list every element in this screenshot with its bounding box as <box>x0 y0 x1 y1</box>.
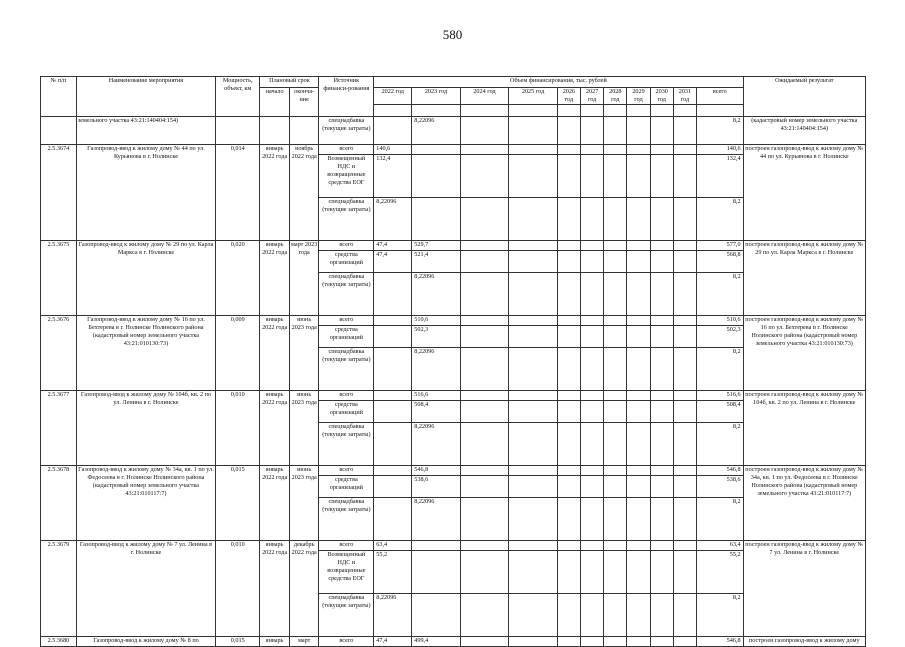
header-start: начало <box>260 88 290 117</box>
project-start: январь 2022 года <box>260 240 290 315</box>
funding-source: спецнадбавка (текущие затраты) <box>319 116 374 144</box>
project-capacity: 0,020 <box>216 240 260 315</box>
expected-result: построен газопровод-ввод к жилому дому № 104б, кв. 2 по ул. Ленина в г. Нолинске <box>743 390 865 465</box>
value-total: 55,2 <box>697 550 744 593</box>
project-name: Газопровод-ввод к жилому дому № 29 по ул. Карла Маркса в г. Нолинске <box>76 240 215 315</box>
project-start: январь 2022 года <box>260 390 290 465</box>
value-2023: 508,4 <box>412 400 461 422</box>
funding-source: Возмещенный НДС и возвращенные средства ЕОГ <box>319 550 374 593</box>
value-2022: 55,2 <box>374 550 412 593</box>
value-total: 538,6 <box>697 475 744 497</box>
funding-source: всего <box>319 315 374 325</box>
table-row <box>41 144 866 154</box>
project-name: земельного участка 43:21:140404:154) <box>76 116 215 144</box>
project-capacity: 0,014 <box>216 144 260 240</box>
funding-source: всего <box>319 240 374 250</box>
header-year: 2023 год <box>412 88 461 105</box>
project-number: 2.5.3679 <box>41 540 77 636</box>
value-total: 568,8 <box>697 250 744 272</box>
table-row <box>41 116 866 144</box>
funding-source: всего <box>319 144 374 154</box>
value-2023: 521,4 <box>412 250 461 272</box>
value-2022 <box>374 497 412 540</box>
funding-source: всего <box>319 636 374 646</box>
header-year: 2025 год <box>509 88 558 105</box>
expected-result: построен газопровод-ввод к жилому дому № 16 по ул. Бехтерева в г. Нолинске Нолинского района (кадастровый номер земельного участка 43:21:010130:73) <box>743 315 865 390</box>
header-funding: Объем финансирования, тыс. рублей <box>374 77 743 88</box>
value-2022: 8,22096 <box>374 197 412 240</box>
funding-source: средства организаций <box>319 250 374 272</box>
project-number: 2.5.3675 <box>41 240 77 315</box>
project-start: январь 2022 года <box>260 540 290 636</box>
header-year: 2027 год <box>581 88 604 105</box>
funding-source: спецнадбавка (текущие затраты) <box>319 197 374 240</box>
value-2022 <box>374 400 412 422</box>
header-capacity: Мощность, объект, км <box>216 77 260 117</box>
table-body <box>41 116 866 646</box>
funding-source: Возмещенный НДС и возвращенные средства ЕОГ <box>319 154 374 197</box>
funding-source: средства организаций <box>319 475 374 497</box>
header-name: Наименование мероприятия <box>76 77 215 117</box>
value-2022: 47,4 <box>374 250 412 272</box>
funding-source: всего <box>319 540 374 550</box>
project-number: 2.5.3677 <box>41 390 77 465</box>
project-name: Газопровод-ввод к жилому дому № 34а, кв. 1 по ул. Федосеева в г. Нолинске Нолинского района (кадастровый номер земельного участка 43:21:010117:7) <box>76 465 215 540</box>
project-capacity: 0,010 <box>216 390 260 465</box>
value-2023: 8,22096 <box>412 422 461 465</box>
value-2022 <box>374 315 412 325</box>
project-end: ноябрь 2022 года <box>289 144 319 240</box>
value-2023 <box>412 144 461 154</box>
value-2022 <box>374 347 412 390</box>
header-year: 2022 год <box>374 88 412 105</box>
header-end: оконча-ние <box>289 88 319 117</box>
value-2023: 499,4 <box>412 636 461 646</box>
value-2023: 8,22096 <box>412 347 461 390</box>
value-total: 8,2 <box>697 593 744 636</box>
value-2023: 538,6 <box>412 475 461 497</box>
expected-result: построен газопровод-ввод к жилому дому <box>743 636 865 646</box>
project-name: Газопровод-ввод к жилому дому № 44 по ул. Курьянова в г. Нолинске <box>76 144 215 240</box>
funding-source: всего <box>319 465 374 475</box>
header-year: 2026 год <box>557 88 580 105</box>
header-year: 2031 год <box>673 88 696 105</box>
value-2022 <box>374 422 412 465</box>
value-2023: 529,7 <box>412 240 461 250</box>
value-2022 <box>374 475 412 497</box>
project-number: 2.5.3676 <box>41 315 77 390</box>
expected-result: построен газопровод-ввод к жилому дому № 34а, кв. 1 по ул. Федосеева в г. Нолинске Нолинского района (кадастровый номер земельного участка 43:21:010117:7) <box>743 465 865 540</box>
value-2022 <box>374 465 412 475</box>
table-row <box>41 240 866 250</box>
header-num: № п/п <box>41 77 77 117</box>
expected-result: построен газопровод-ввод к жилому дому № 7 ул. Ленина в г. Нолинске <box>743 540 865 636</box>
project-end: декабрь 2022 года <box>289 540 319 636</box>
value-total: 546,8 <box>697 636 744 646</box>
project-name: Газопровод-ввод к жилому дому № 8 по <box>76 636 215 646</box>
value-total: 546,8 <box>697 465 744 475</box>
project-capacity: 0,015 <box>216 465 260 540</box>
value-2022: 8,22096 <box>374 593 412 636</box>
project-capacity: 0,009 <box>216 315 260 390</box>
value-2022 <box>374 272 412 315</box>
value-2023: 8,22096 <box>412 497 461 540</box>
value-2022: 47,4 <box>374 636 412 646</box>
header-result: Ожидаемый результат <box>743 77 865 117</box>
header-schedule: Плановый срок <box>260 77 319 88</box>
value-total: 508,4 <box>697 400 744 422</box>
value-total: 63,4 <box>697 540 744 550</box>
project-start: январь 2022 года <box>260 315 290 390</box>
table-row <box>41 465 866 475</box>
value-total: 8,2 <box>697 272 744 315</box>
funding-source: средства организаций <box>319 325 374 347</box>
header-year: 2024 год <box>460 88 509 105</box>
value-2022 <box>374 325 412 347</box>
value-total: 8,2 <box>697 497 744 540</box>
value-2023: 546,8 <box>412 465 461 475</box>
value-total: 8,2 <box>697 116 744 144</box>
value-2023 <box>412 154 461 197</box>
value-total: 516,6 <box>697 390 744 400</box>
funding-source: спецнадбавка (текущие затраты) <box>319 272 374 315</box>
project-number: 2.5.3678 <box>41 465 77 540</box>
project-start: январь <box>260 636 290 646</box>
value-2023: 8,22096 <box>412 272 461 315</box>
project-name: Газопровод-ввод к жилому дому № 104б, кв. 2 по ул. Ленина в г. Нолинске <box>76 390 215 465</box>
header-year: 2028 год <box>604 88 627 105</box>
table-row <box>41 636 866 646</box>
expected-result: построен газопровод-ввод к жилому дому № 29 по ул. Карла Маркса в г. Нолинске <box>743 240 865 315</box>
project-number: 2.5.3674 <box>41 144 77 240</box>
value-total: 8,2 <box>697 422 744 465</box>
value-2023: 510,6 <box>412 315 461 325</box>
value-2023: 502,3 <box>412 325 461 347</box>
value-2022: 63,4 <box>374 540 412 550</box>
value-2023: 516,6 <box>412 390 461 400</box>
value-total: 502,3 <box>697 325 744 347</box>
header-year: 2029 год <box>627 88 650 105</box>
funding-source: спецнадбавка (текущие затраты) <box>319 497 374 540</box>
table-row <box>41 315 866 325</box>
table-header <box>41 77 866 117</box>
value-2022: 140,6 <box>374 144 412 154</box>
value-2022: 47,4 <box>374 240 412 250</box>
page-number: 580 <box>442 27 463 42</box>
project-end: март 2023 года <box>289 240 319 315</box>
project-start: январь 2022 года <box>260 465 290 540</box>
value-total: 8,2 <box>697 347 744 390</box>
table-row <box>41 390 866 400</box>
expected-result: построен газопровод-ввод к жилому дому № 44 по ул. Курьянова в г. Нолинске <box>743 144 865 240</box>
project-number: 2.5.3680 <box>41 636 77 646</box>
header-total: всего <box>697 88 744 105</box>
project-name: Газопровод-ввод к жилому дому № 16 по ул. Бехтерева в г. Нолинске Нолинского района (кадастровый номер земельного участка 43:21:010130:73) <box>76 315 215 390</box>
funding-source: спецнадбавка (текущие затраты) <box>319 422 374 465</box>
value-total: 510,6 <box>697 315 744 325</box>
expected-result: (кадастровый номер земельного участка 43:21:140404:154) <box>743 116 865 144</box>
header-year: 2030 год <box>650 88 673 105</box>
project-start: январь 2022 года <box>260 144 290 240</box>
value-2023 <box>412 540 461 550</box>
value-2022: 132,4 <box>374 154 412 197</box>
funding-table <box>40 76 866 647</box>
project-capacity: 0,010 <box>216 540 260 636</box>
project-end: июнь 2023 года <box>289 465 319 540</box>
table-row <box>41 540 866 550</box>
project-end: июнь 2023 года <box>289 315 319 390</box>
value-total: 577,0 <box>697 240 744 250</box>
value-total: 8,2 <box>697 197 744 240</box>
value-2023 <box>412 550 461 593</box>
value-2023 <box>412 593 461 636</box>
value-2023 <box>412 197 461 240</box>
project-end: март <box>289 636 319 646</box>
project-name: Газопровод-ввод к жилому дому № 7 ул. Ленина в г. Нолинске <box>76 540 215 636</box>
project-capacity: 0,015 <box>216 636 260 646</box>
funding-source: спецнадбавка (текущие затраты) <box>319 593 374 636</box>
funding-source: средства организаций <box>319 400 374 422</box>
funding-source: спецнадбавка (текущие затраты) <box>319 347 374 390</box>
value-2023: 8,22096 <box>412 116 461 144</box>
value-total: 140,6 <box>697 144 744 154</box>
value-total: 132,4 <box>697 154 744 197</box>
funding-source: всего <box>319 390 374 400</box>
header-source: Источник финанси-рования <box>319 77 374 117</box>
value-2022 <box>374 390 412 400</box>
project-end: июнь 2023 года <box>289 390 319 465</box>
